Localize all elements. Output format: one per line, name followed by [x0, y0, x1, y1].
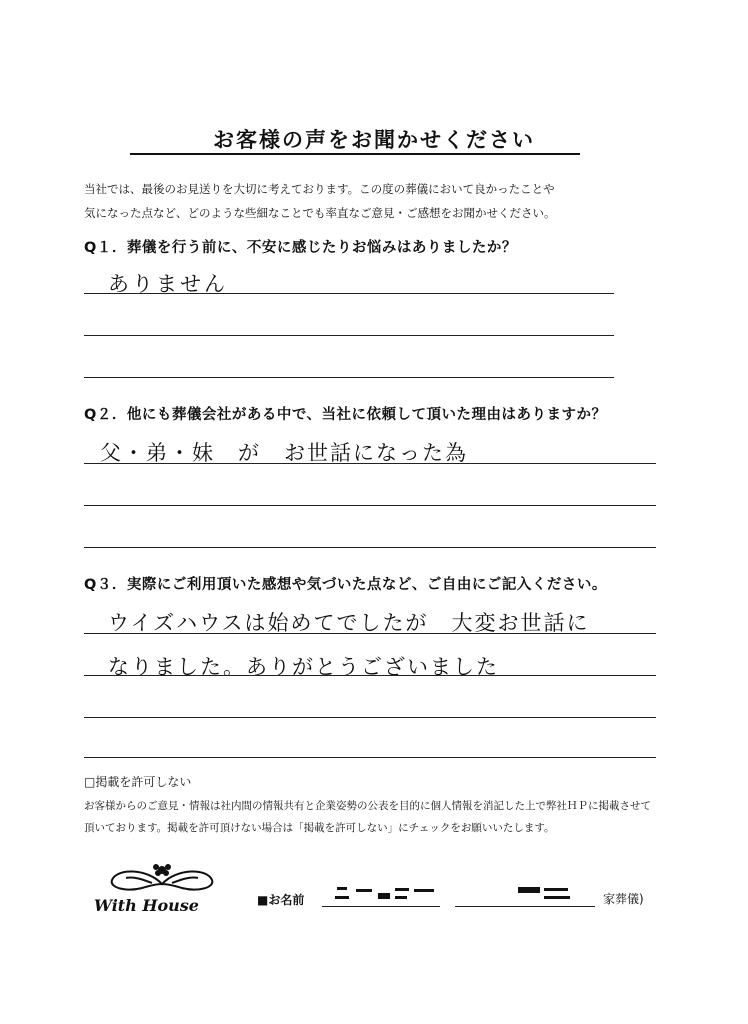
answer-line [84, 463, 656, 464]
redaction-mark [335, 896, 349, 899]
answer-line [84, 757, 656, 758]
name-underline [322, 906, 440, 907]
question-3-label: Q３．実際にご利用頂いた感想や気づいた点など、ご自由にご記入ください。 [84, 577, 607, 593]
redaction-mark [414, 889, 434, 892]
question-3-answer-line-2: なりました。ありがとうございました [108, 655, 499, 679]
question-1-label: Q１．葬儀を行う前に、不安に感じたりお悩みはありましたか？ [84, 240, 517, 256]
answer-line [84, 335, 614, 336]
question-2-label: Q２．他にも葬儀会社がある中で、当社に依頼して頂いた理由はありますか？ [84, 407, 607, 423]
question-1-answer: ありません [108, 272, 228, 296]
redaction-mark [378, 893, 390, 899]
intro-text-line-2: 気になった点など、どのような些細なことでも率直なご意見・ご感想をお聞かせください。 [84, 206, 556, 220]
answer-line [84, 547, 656, 548]
form-title: お客様の声をお聞かせください [213, 128, 535, 152]
family-funeral-suffix: 家葬儀) [603, 892, 644, 906]
answer-line [84, 293, 614, 294]
intro-text-line-1: 当社では、最後のお見送りを大切に考えております。この度の葬儀において良かったことや [84, 182, 555, 196]
redaction-mark [337, 887, 347, 890]
with-house-logo [92, 858, 232, 918]
logo-text: With House [94, 896, 199, 915]
family-underline [455, 906, 595, 907]
name-label: ■お名前 [257, 893, 305, 907]
no-publish-checkbox[interactable]: □掲載を許可しない [84, 775, 192, 789]
answer-line [84, 633, 656, 634]
redaction-mark [395, 896, 407, 899]
answer-line [84, 505, 656, 506]
consent-note-line-1: お客様からのご意見・情報は社内間の情報共有と企業姿勢の公表を目的に個人情報を消記した上で弊社ＨＰに掲載させて [84, 800, 651, 812]
redaction-mark [356, 889, 372, 892]
redaction-mark [395, 888, 409, 891]
question-2-answer: 父・弟・妹 が お世話になった為 [100, 441, 468, 465]
redaction-mark [544, 896, 570, 899]
redaction-mark [544, 888, 568, 891]
consent-note-line-2: 頂いております。掲載を許可頂けない場合は「掲載を許可しない」にチェックをお願いいたします。 [84, 822, 555, 834]
question-3-answer-line-1: ウイズハウスは始めてでしたが 大変お世話に [108, 611, 590, 635]
answer-line [84, 377, 614, 378]
answer-line [84, 717, 656, 718]
answer-line [84, 675, 656, 676]
title-underline [130, 153, 580, 155]
redaction-mark [518, 887, 540, 893]
